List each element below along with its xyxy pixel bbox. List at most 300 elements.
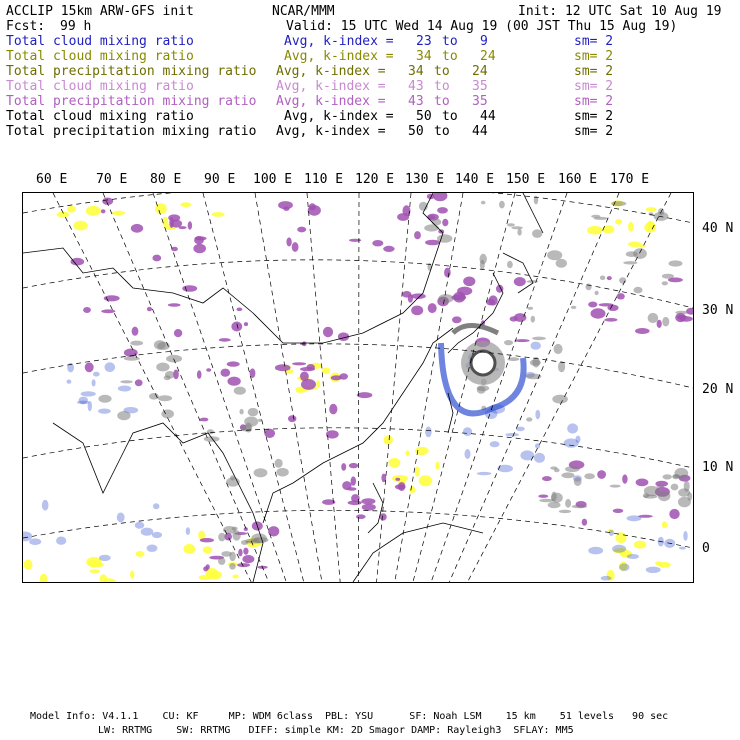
typhoon-eye-ring [471,351,495,375]
high-cloud-patch [388,458,400,468]
longitude-label: 170 E [610,172,650,187]
mid-cloud-patch [463,277,475,287]
low-cloud-patch [463,427,472,436]
high-cloud-patch [646,207,657,212]
low-cloud-patch [601,576,612,581]
precip-patch [232,527,238,531]
precip-patch [584,473,595,479]
low-cloud-patch [79,397,88,404]
precip-patch [662,317,669,327]
legend-row [6,49,734,64]
legend-avg-label: Avg, k-index = [276,94,386,109]
precip-patch [158,395,172,401]
mid-cloud-patch [221,369,231,377]
precip-patch [437,234,452,243]
low-cloud-patch [619,563,630,571]
low-cloud-patch [612,545,626,553]
mid-cloud-patch [380,513,387,520]
center-label: NCAR/MMM [272,4,335,19]
high-cloud-patch [409,486,415,493]
precip-patch [241,540,248,545]
precip-patch [527,307,533,310]
precip-patch [558,361,565,372]
mid-cloud-patch [398,482,405,491]
low-cloud-patch [425,427,432,438]
precip-patch [559,510,571,513]
precip-patch [275,459,283,468]
mid-level-cloud-layer [71,193,694,571]
mid-cloud-patch [599,303,614,306]
mid-cloud-patch [442,219,448,227]
mid-cloud-patch [231,322,242,332]
mid-cloud-patch [414,231,421,239]
mid-cloud-patch [514,277,526,286]
mid-cloud-patch [309,203,316,210]
high-cloud-patch [130,571,134,579]
low-cloud-patch [67,380,72,384]
precip-patch [120,380,132,383]
mid-cloud-patch [227,361,240,366]
precip-patch [552,395,568,404]
mid-cloud-patch [200,538,214,542]
legend-to: to [442,49,458,64]
mid-cloud-patch [323,327,333,337]
mid-cloud-patch [361,498,375,504]
high-cloud-patch [647,221,655,229]
mid-cloud-patch [542,476,552,481]
low-cloud-patch [505,433,518,436]
mid-cloud-patch [171,247,178,252]
mid-cloud-patch [206,564,210,570]
precip-patch [662,281,668,285]
high-cloud-patch [415,466,420,476]
mid-cloud-patch [83,307,91,313]
precip-patch [526,417,532,421]
precip-patch [551,493,563,503]
mid-cloud-patch [238,549,242,557]
longitude-label: 140 E [455,172,495,187]
low-cloud-patch [465,449,471,459]
high-cloud-patch [322,368,331,374]
precip-patch [600,276,605,281]
mid-cloud-patch [433,193,448,201]
mid-cloud-patch [168,214,180,221]
map-panel [22,192,694,583]
precip-patch [258,419,262,422]
latitude-line [23,428,693,468]
precip-patch [207,429,214,434]
legend-field-name: Total cloud mixing ratio [6,49,194,64]
precip-patch [511,226,523,229]
precip-patch [663,474,672,479]
low-cloud-patch [135,522,145,529]
mid-cloud-patch [292,242,299,252]
coastline-segment [263,328,453,523]
precip-patch [571,306,577,309]
precip-patch [154,340,166,350]
mid-cloud-patch [101,309,115,313]
mid-cloud-patch [538,495,548,498]
longitude-label: 150 E [506,172,546,187]
legend-field-name: Total precipitation mixing ratio [6,94,257,109]
mid-cloud-patch [351,476,356,485]
mid-cloud-patch [297,227,306,233]
mid-cloud-patch [597,470,606,479]
mid-cloud-patch [132,327,139,336]
mid-cloud-patch [591,308,606,318]
precip-patch [438,294,453,303]
high-cloud-patch [203,546,213,553]
precip-patch [662,274,674,279]
precip-patch [619,277,626,283]
mid-cloud-patch [193,244,206,254]
precip-patch [623,261,637,264]
precip-patch [671,484,679,491]
precip-patch [634,287,643,294]
high-cloud-patch [628,242,642,248]
mid-cloud-patch [605,318,618,322]
high-cloud-patch [184,544,196,554]
precip-patch [130,341,143,346]
longitude-line [358,193,359,582]
legend-smoothing: sm= 2 [574,64,614,79]
mid-cloud-patch [675,313,686,322]
init-time: Init: 12 UTC Sat 10 Aug 19 [518,4,722,19]
precip-patch [229,552,236,562]
mid-cloud-patch [428,303,437,313]
low-cloud-patch [93,372,100,377]
mid-cloud-patch [101,209,106,213]
precip-patch [648,313,659,323]
precip-patch [481,201,486,205]
mid-cloud-patch [197,370,202,379]
legend-row [6,94,734,109]
mid-cloud-patch [411,306,423,316]
low-cloud-patch [42,500,49,511]
mid-cloud-patch [174,329,182,337]
precip-patch [254,468,268,477]
mid-cloud-patch [669,509,679,519]
precip-patch [610,485,621,488]
precip-patch [424,224,439,231]
low-cloud-layer [23,342,688,581]
precip-patch [218,558,225,565]
mid-cloud-patch [242,555,254,563]
low-cloud-patch [646,567,661,573]
coastline-outline [23,193,543,582]
precip-patch [117,411,130,420]
precip-patch [234,387,246,395]
mid-cloud-patch [515,339,530,342]
precip-patch [675,311,688,315]
precip-patch [669,260,683,266]
high-cloud-patch [232,575,238,579]
forecast-label: Fcst: [6,19,46,34]
high-cloud-patch [90,562,105,567]
mid-cloud-patch [588,302,597,308]
mid-cloud-patch [657,320,662,328]
precip-patch [673,474,680,478]
low-cloud-patch [98,409,111,414]
precip-patch [166,355,182,363]
legend-k-to: 44 [472,124,488,139]
low-cloud-patch [683,531,687,541]
mid-cloud-patch [188,221,192,229]
mid-cloud-patch [307,364,315,370]
high-cloud-patch [419,475,433,486]
legend-to: to [442,109,458,124]
mid-cloud-patch [349,463,358,468]
coastline-segment [503,253,533,293]
latitude-line [23,193,693,223]
high-cloud-patch [628,222,634,232]
precipitation-gray-layer [98,196,692,570]
mid-cloud-patch [237,563,250,567]
precip-patch [531,316,535,323]
precip-patch [532,229,542,238]
low-cloud-patch [117,513,125,523]
high-cloud-patch [316,380,320,387]
high-cloud-patch [212,212,225,217]
mid-cloud-patch [622,474,627,483]
precip-patch [626,251,638,257]
mid-cloud-patch [244,322,248,326]
precip-patch [98,395,111,403]
mid-cloud-patch [362,504,376,511]
high-cloud-patch [615,219,622,225]
high-cloud-patch [180,202,191,207]
longitude-line [413,193,515,582]
mid-cloud-patch [635,328,650,334]
legend-row [6,34,734,49]
high-cloud-patch [24,560,33,570]
precip-patch [161,409,174,418]
legend-k-from: 43 [408,79,424,94]
high-cloud-patch [384,435,393,444]
mid-cloud-patch [425,240,440,246]
mid-cloud-patch [686,308,693,315]
coastline-segment [448,273,503,353]
longitude-line [377,193,411,582]
mid-cloud-patch [372,240,383,246]
legend-avg-label: Avg, k-index = [276,124,386,139]
precip-patch [507,261,513,268]
precip-patch [124,356,140,360]
coastline-segment [23,193,443,343]
low-cloud-patch [29,538,41,545]
legend-k-from: 34 [408,64,424,79]
mid-cloud-patch [237,308,243,312]
mid-cloud-patch [275,364,291,371]
legend-field-name: Total cloud mixing ratio [6,34,194,49]
mid-cloud-patch [636,479,649,487]
mid-cloud-patch [408,294,413,302]
legend-field-name: Total precipitation mixing ratio [6,64,257,79]
legend-k-to: 24 [472,64,488,79]
low-cloud-patch [152,532,162,538]
mid-cloud-patch [347,487,357,490]
mid-cloud-patch [71,258,85,266]
low-cloud-patch [118,386,131,392]
legend-smoothing: sm= 2 [574,109,614,124]
longitude-line [53,193,251,582]
mid-cloud-patch [489,295,498,305]
latitude-label: 30 N [702,303,734,318]
mid-cloud-patch [437,207,448,213]
legend-smoothing: sm= 2 [574,79,614,94]
precip-patch [572,505,587,509]
legend-field-name: Total precipitation mixing ratio [6,124,257,139]
mid-cloud-patch [131,224,143,233]
mid-cloud-patch [243,548,248,555]
mid-cloud-patch [135,379,143,386]
low-cloud-patch [141,528,154,536]
latitude-label: 40 N [702,221,734,236]
legend-field-name: Total cloud mixing ratio [6,79,194,94]
high-cloud-patch [86,206,101,216]
precip-patch [565,499,571,508]
high-cloud-patch [587,226,603,235]
mid-cloud-patch [200,418,209,422]
mid-cloud-patch [613,509,624,513]
mid-cloud-patch [278,201,293,209]
longitude-label: 110 E [304,172,344,187]
mid-cloud-patch [357,392,373,398]
high-cloud-patch [634,541,646,549]
precip-patch [565,466,580,472]
longitude-label: 100 E [253,172,293,187]
precip-patch [499,201,505,209]
precip-patch [658,491,671,502]
longitude-line [395,193,463,582]
precip-patch [156,363,169,372]
legend-row [6,124,734,139]
precip-patch [245,423,252,433]
low-cloud-patch [679,547,686,550]
mid-cloud-patch [182,285,197,292]
longitude-label: 90 E [204,172,236,187]
legend-avg-label: Avg, k-index = [284,34,394,49]
low-cloud-patch [627,515,642,521]
precip-patch [530,359,541,365]
low-cloud-patch [588,547,603,555]
precip-patch [251,533,267,543]
legend-avg-label: Avg, k-index = [276,64,386,79]
legend-k-to: 35 [472,79,488,94]
precip-patch [687,492,692,501]
longitude-label: 160 E [558,172,598,187]
mid-cloud-patch [206,368,211,371]
high-cloud-patch [655,561,662,565]
mid-cloud-patch [152,255,161,262]
precip-patch [556,259,567,268]
low-cloud-patch [576,436,581,443]
low-cloud-patch [56,537,66,545]
high-cloud-patch [209,571,222,580]
longitude-label: 130 E [405,172,445,187]
precip-patch [477,385,489,391]
low-cloud-patch [92,379,96,386]
low-cloud-patch [81,391,96,396]
low-cloud-patch [534,453,545,463]
low-cloud-patch [99,555,111,561]
high-cloud-patch [89,569,100,573]
legend-field-name: Total cloud mixing ratio [6,109,194,124]
low-cloud-patch [627,554,639,559]
legend-to: to [434,64,450,79]
high-cloud-patch [405,450,409,456]
precip-patch [431,219,441,226]
legend-k-from: 34 [416,49,432,64]
mid-cloud-patch [331,375,342,380]
forecast-hour: 99 h [60,19,92,34]
precip-patch [656,485,664,488]
precip-patch [591,215,600,218]
legend-smoothing: sm= 2 [574,94,614,109]
low-cloud-patch [490,441,500,447]
precip-patch [164,375,171,380]
mid-cloud-patch [356,514,366,519]
longitude-line [449,193,619,582]
mid-cloud-patch [147,307,152,311]
low-cloud-patch [105,362,116,372]
legend-row [6,109,734,124]
precip-patch [532,337,546,341]
precip-patch [561,472,574,478]
legend-avg-label: Avg, k-index = [284,49,394,64]
precip-patch [586,284,592,291]
legend-k-to: 9 [480,34,488,49]
legend-k-to: 35 [472,94,488,109]
high-cloud-patch [435,462,439,470]
precip-patch [517,229,521,236]
valid-time: Valid: 15 UTC Wed 14 Aug 19 (00 JST Thu 15 Aug 19) [286,19,678,34]
legend-to: to [434,79,450,94]
precip-patch [248,408,259,416]
mid-cloud-patch [453,292,465,303]
latitude-label: 10 N [702,460,734,475]
precip-patch [554,468,560,472]
legend-k-from: 43 [408,94,424,109]
low-cloud-patch [516,427,525,432]
mid-cloud-patch [383,246,394,252]
mid-cloud-patch [395,478,400,481]
low-cloud-patch [567,423,578,433]
legend-smoothing: sm= 2 [574,34,614,49]
precip-patch [554,344,563,354]
high-cloud-patch [662,521,668,528]
legend-to: to [442,34,458,49]
mid-cloud-patch [104,295,120,301]
legend-k-to: 44 [480,109,496,124]
low-cloud-patch [186,527,190,535]
typhoon-outer-band [453,326,498,334]
legend-k-from: 50 [416,109,432,124]
mid-cloud-patch [85,362,94,372]
longitude-label: 80 E [150,172,182,187]
high-cloud-patch [136,551,145,557]
latitude-line [23,260,693,308]
model-info-line2: LW: RRTMG SW: RRTMG DIFF: simple KM: 2D Smagor DAMP: Rayleigh3 SFLAY: MM5 [98,725,574,736]
mid-cloud-patch [349,239,361,242]
latitude-label: 20 N [702,382,734,397]
mid-cloud-patch [288,415,296,422]
legend-row [6,64,734,79]
mid-cloud-patch [168,303,181,306]
legend-to: to [434,94,450,109]
legend-k-from: 50 [408,124,424,139]
precip-patch [595,291,599,295]
